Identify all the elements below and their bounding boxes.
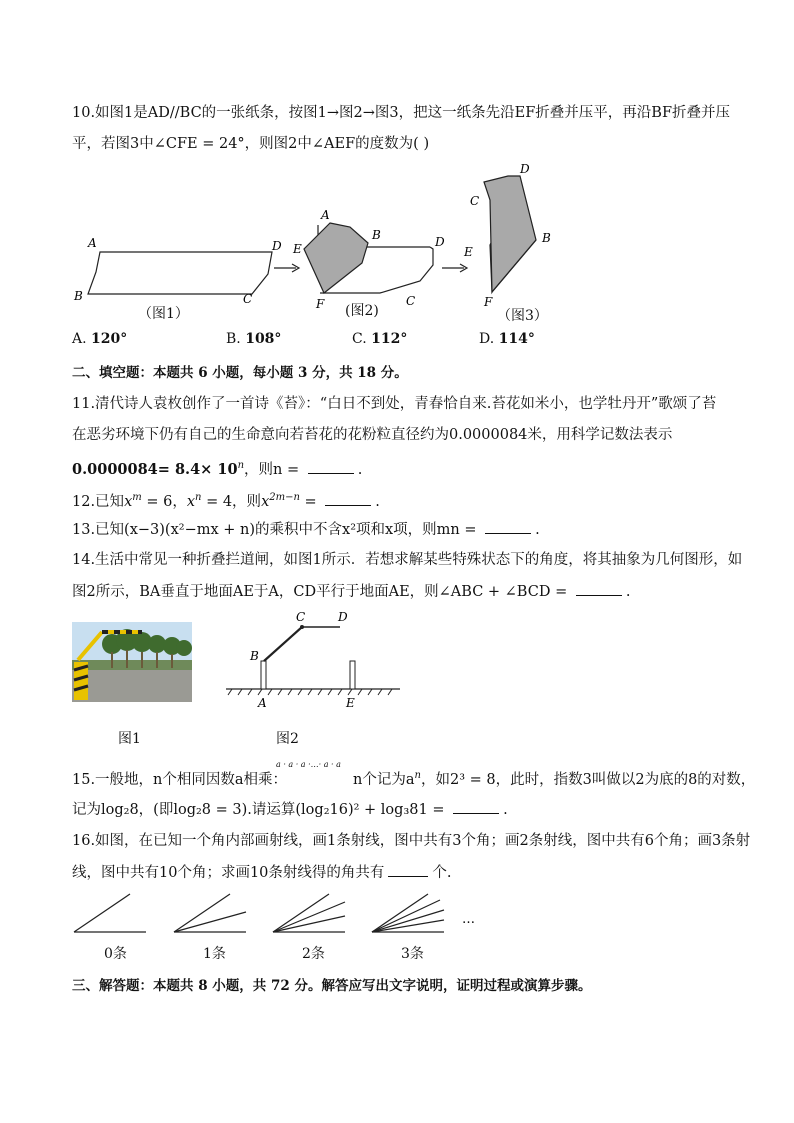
q15-line1: 15.一般地，n个相同因数a相乘： n个记为$a^n$，如2³ = 8，此时，指数3叫做以2为底的8的对数，: [72, 770, 756, 788]
fig3-label-F: F: [484, 295, 493, 309]
fig2-label-A: A: [321, 208, 330, 222]
q10-figure3: [460, 160, 560, 310]
q14-line2: 图2所示，BA垂直于地面AE于A，CD平行于地面AE，则∠ABC + ∠BCD = .: [72, 581, 630, 602]
q16-line1: 16.如图，在已知一个角内部画射线，画1条射线，图中共有3个角；画2条射线，图中共有6个角；画3条射: [72, 833, 751, 849]
q11-answer-blank[interactable]: [308, 459, 354, 474]
q14-fig1-caption: 图1: [118, 731, 141, 747]
fig2-label-B: B: [372, 228, 381, 242]
q16-ellipsis: …: [462, 912, 475, 927]
section3-heading: 三、解答题：本题共 8 小题，共 72 分。解答应写出文字说明，证明过程或演算步骤。: [72, 978, 592, 994]
q15-answer-blank[interactable]: [453, 799, 499, 814]
q13-line: 13.已知(x−3)(x²−mx + n)的乘积中不含x²项和x项，则mn = .: [72, 519, 540, 540]
q14-answer-blank[interactable]: [576, 581, 622, 596]
q10-line1: 10.如图1是AD//BC的一张纸条，按图1→图2→图3，把这一纸条先沿EF折叠并压平，再沿BF折叠并压: [72, 105, 731, 121]
q10-fig3-caption: （图3）: [497, 308, 548, 324]
fig2b-label-E: E: [346, 696, 355, 710]
fig3-label-D: D: [520, 162, 530, 176]
q10-line2: 平，若图3中∠CFE = 24°，则图2中∠AEF的度数为( ): [72, 136, 430, 152]
q16-caption-3: 3条: [401, 946, 424, 962]
q12-answer-blank[interactable]: [325, 491, 371, 506]
q16-caption-1: 1条: [203, 946, 226, 962]
q11-line3: $0.0000084= 8.4\times 10^n$，则n = .: [72, 460, 363, 478]
section2-heading: 二、填空题：本题共 6 小题，每小题 3 分，共 18 分。: [72, 365, 408, 381]
fig2-label-D: D: [435, 235, 445, 249]
fig1-label-A: A: [88, 236, 97, 250]
fig3-label-B: B: [542, 231, 551, 245]
fig2b-label-A: A: [258, 696, 267, 710]
fig2b-label-B: B: [250, 649, 259, 663]
q10-fig1-caption: （图1）: [138, 306, 189, 322]
q11-line1: 11.清代诗人袁枚创作了一首诗《苔》：“白日不到处，青春恰自来.苔花如米小，也学牡丹开”歌颂了苔: [72, 396, 717, 412]
q15-line2: 记为log₂8，(即log₂8 = 3).请运算(log₂16)² + log₃81 = .: [72, 799, 508, 820]
q10-option-a[interactable]: A. 120°: [72, 331, 128, 347]
fig1-label-D: D: [272, 239, 282, 253]
q10-option-c[interactable]: C. 112°: [352, 331, 408, 347]
q14-figure2: [222, 605, 402, 710]
fig2b-label-D: D: [338, 610, 348, 624]
fig2-label-E: E: [293, 242, 302, 256]
fig2b-label-C: C: [296, 610, 306, 624]
fig3-label-C: C: [470, 194, 480, 208]
q10-fig2-caption: (图2): [345, 303, 379, 319]
q11-line2: 在恶劣环境下仍有自己的生命意向若苔花的花粉粒直径约为0.0000084米，用科学记数法表示: [72, 427, 673, 443]
q15-brace-top: a · a · a ·…· a · a: [276, 760, 341, 769]
q16-angles-figure: [70, 890, 490, 940]
q16-caption-2: 2条: [302, 946, 325, 962]
fig2-label-F: F: [316, 297, 325, 311]
q14-barrier-photo: [72, 622, 192, 702]
fig1-label-B: B: [74, 289, 83, 303]
q16-caption-0: 0条: [104, 946, 127, 962]
q10-option-b[interactable]: B. 108°: [226, 331, 282, 347]
q16-answer-blank[interactable]: [388, 862, 428, 877]
q14-fig2-caption: 图2: [276, 731, 299, 747]
q10-figure2: [290, 205, 450, 315]
fig1-label-C: C: [243, 292, 253, 306]
q14-line1: 14.生活中常见一种折叠拦道闸，如图1所示．若想求解某些特殊状态下的角度，将其抽象为几何图形，如: [72, 552, 743, 568]
q13-answer-blank[interactable]: [485, 519, 531, 534]
q10-option-d[interactable]: D. 114°: [479, 331, 535, 347]
fig3-label-E: E: [464, 245, 473, 259]
q16-line2: 线，图中共有10个角；求画10条射线得的角共有 个.: [72, 862, 452, 883]
q12-line: 12.已知$x^m = 6$，$x^n = 4$，则$x^{2m-n}$ = .: [72, 492, 380, 510]
fig2-label-C: C: [406, 294, 416, 308]
